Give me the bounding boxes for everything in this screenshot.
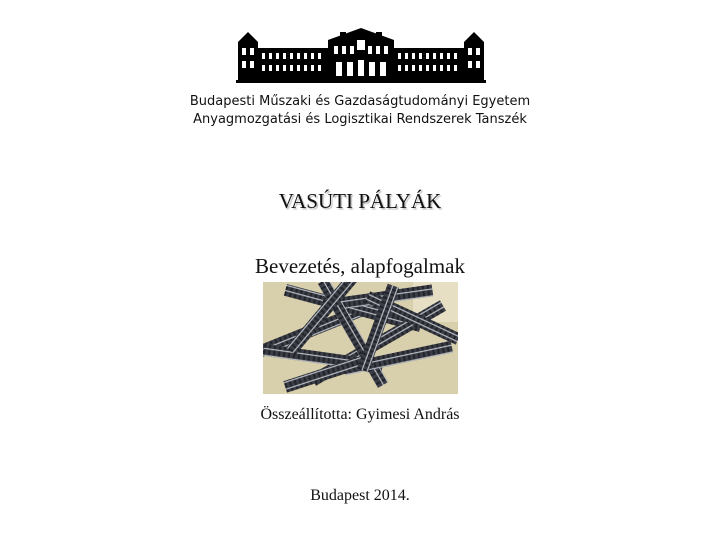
slide-title: VASÚTI PÁLYÁK bbox=[278, 189, 442, 213]
university-building-logo bbox=[236, 28, 486, 84]
railway-tracks-photo bbox=[263, 282, 458, 394]
university-name: Budapesti Műszaki és Gazdaságtudományi Egyetem bbox=[189, 94, 531, 109]
slide-subtitle: Bevezetés, alapfogalmak bbox=[255, 254, 465, 278]
institution-heading bbox=[0, 93, 720, 129]
place-and-year: Budapest 2014. bbox=[310, 487, 410, 504]
track-pieces-illustration bbox=[263, 282, 458, 394]
compiled-by-line: Összeállította: Gyimesi András bbox=[260, 406, 460, 423]
department-name: Anyagmozgatási és Logisztikai Rendszerek Tanszék bbox=[193, 112, 527, 127]
